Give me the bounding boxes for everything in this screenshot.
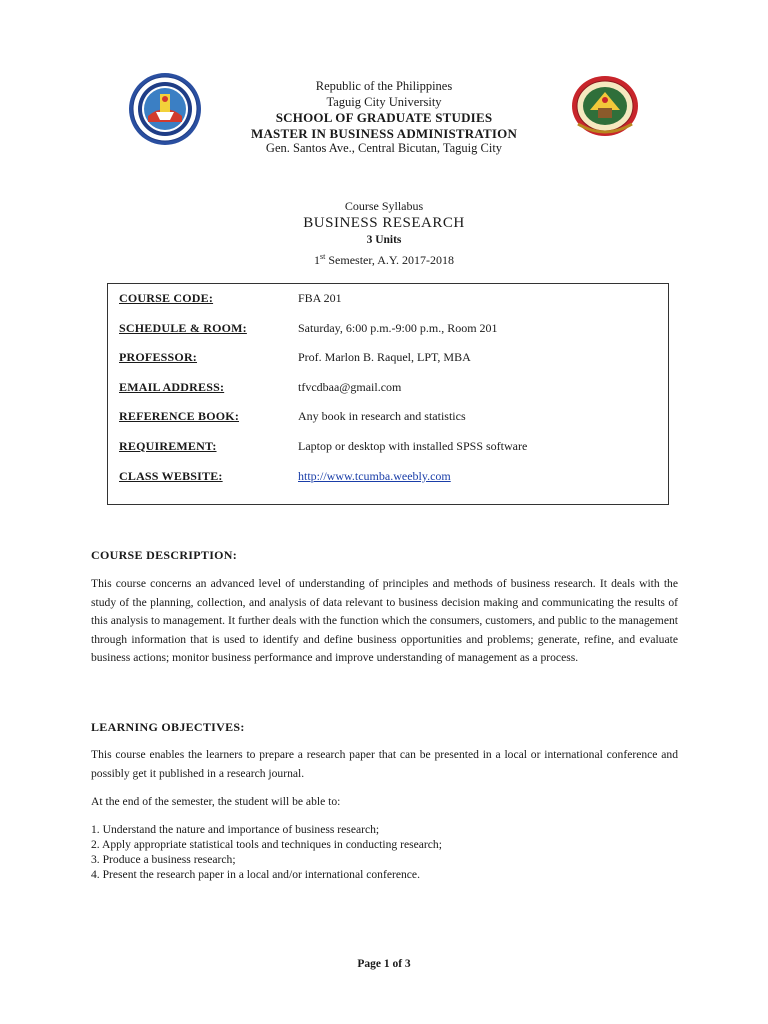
objectives-intro: This course enables the learners to prepare a research paper that can be presented in a local or international conference and possibly get it published in a research journal. (91, 748, 678, 780)
email-address[interactable]: tfvcdbaa@gmail.com (298, 380, 402, 394)
program-name: MASTER IN BUSINESS ADMINISTRATION (250, 125, 518, 141)
semester-ordinal: st (320, 252, 326, 261)
course-description-text: This course concerns an advanced level of understanding of principles and methods of business research. It deals with the study of the planning, collection, and analysis of data relevant to business decision making and communicating the results of this analysis to management. It further deals with the function which the consumers, customers, and public to the management through information that is used to identify and define business opportunities and problems; generate, refine, and evaluate business actions; monitor business performance and improve understanding of management as a process. (91, 577, 678, 664)
objectives-lead: At the end of the semester, the student will be able to: (91, 795, 341, 808)
info-label: REFERENCE BOOK: (119, 409, 240, 423)
document-type: Course Syllabus (344, 199, 424, 213)
objectives-list (91, 822, 442, 882)
semester-number: 1 (314, 253, 321, 267)
list-item: 1. Understand the nature and importance of business research; (91, 823, 380, 836)
info-value: Laptop or desktop with installed SPSS software (298, 439, 528, 453)
info-label: COURSE CODE: (119, 291, 214, 305)
page-number: Page 1 of 3 (357, 958, 411, 970)
school-name: SCHOOL OF GRADUATE STUDIES (275, 110, 493, 125)
course-title: BUSINESS RESEARCH (303, 215, 465, 231)
course-title-block (0, 199, 768, 269)
university-name: Taguig City University (326, 94, 442, 109)
semester-line (0, 248, 768, 269)
class-website-link[interactable]: http://www.tcumba.weebly.com (298, 469, 451, 483)
semester-text: Semester, A.Y. 2017-2018 (325, 253, 454, 267)
info-value: Any book in research and statistics (298, 409, 466, 423)
learning-objectives-heading: LEARNING OBJECTIVES: (91, 720, 245, 734)
info-label: PROFESSOR: (119, 350, 198, 364)
info-label: SCHEDULE & ROOM: (119, 321, 247, 335)
course-description-heading: COURSE DESCRIPTION: (91, 548, 238, 562)
info-label: CLASS WEBSITE: (119, 469, 223, 483)
list-item: 2. Apply appropriate statistical tools and techniques in conducting research; (91, 838, 442, 851)
info-value: Prof. Marlon B. Raquel, LPT, MBA (298, 350, 471, 364)
info-value: FBA 201 (298, 291, 342, 305)
institution-header (0, 79, 768, 157)
info-value: Saturday, 6:00 p.m.-9:00 p.m., Room 201 (298, 321, 498, 335)
address-line: Gen. Santos Ave., Central Bicutan, Taguig City (265, 141, 503, 155)
list-item: 4. Present the research paper in a local and/or international conference. (91, 868, 420, 881)
course-info-box (107, 283, 669, 505)
info-label: REQUIREMENT: (119, 439, 217, 453)
info-label: EMAIL ADDRESS: (119, 380, 225, 394)
course-units: 3 Units (366, 234, 402, 246)
republic-line: Republic of the Philippines (315, 79, 453, 93)
list-item: 3. Produce a business research; (91, 853, 236, 866)
